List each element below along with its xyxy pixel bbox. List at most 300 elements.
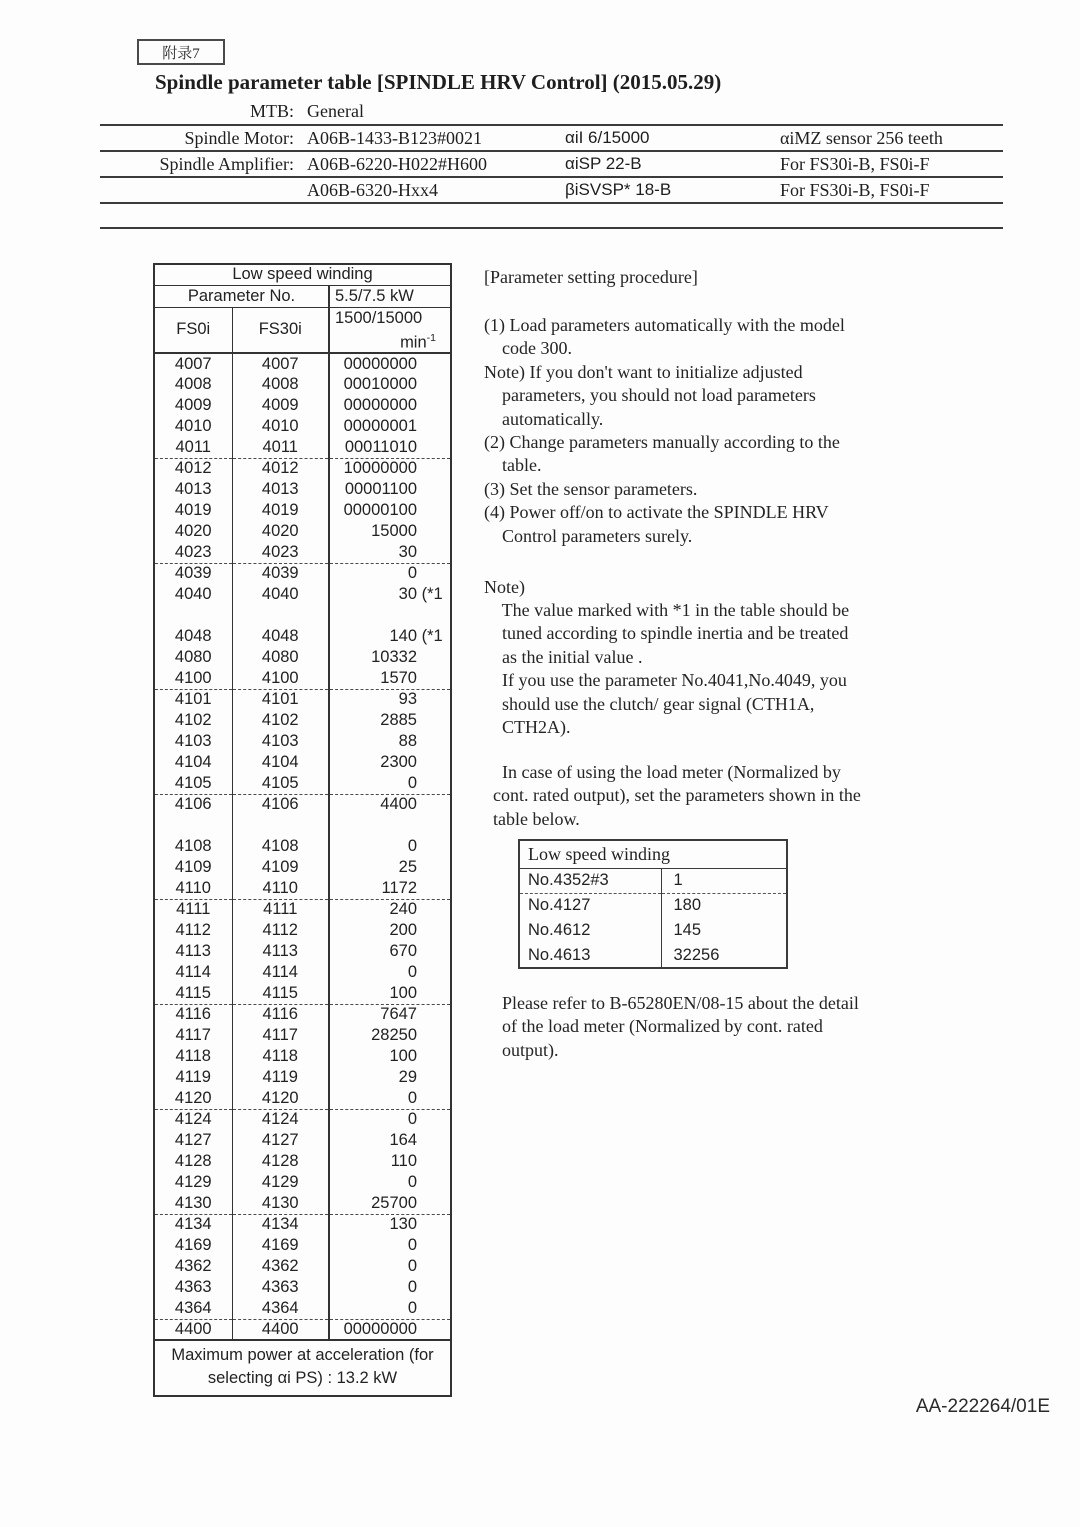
- param-row: [154, 983, 451, 1004]
- speed-header: [329, 307, 451, 353]
- column-header-row: [154, 307, 451, 353]
- text-line: Maximum power at acceleration (for: [171, 1346, 434, 1364]
- value-cell: [329, 689, 451, 710]
- param-value: 2300: [380, 753, 417, 771]
- param-value: 100: [389, 983, 417, 1002]
- fs30i-cell: 4117: [232, 1025, 329, 1046]
- fs30i-cell: 4103: [232, 731, 329, 752]
- fs30i-header: FS30i: [232, 307, 329, 353]
- value-cell: [329, 773, 451, 794]
- load-meter-row: [519, 868, 787, 893]
- speed-unit-exponent: -1: [426, 331, 436, 344]
- header-info-label: MTB:: [100, 99, 297, 125]
- fs0i-cell: [154, 815, 232, 836]
- fs30i-cell: 4013: [232, 479, 329, 500]
- param-value-cell: 1: [661, 868, 787, 893]
- param-row: [154, 1067, 451, 1088]
- value-cell: [329, 731, 451, 752]
- param-row: [154, 1256, 451, 1277]
- value-cell: [329, 899, 451, 920]
- header-info-code: General: [297, 99, 559, 125]
- value-cell: [329, 395, 451, 416]
- value-cell: [329, 983, 451, 1004]
- fs0i-cell: 4080: [154, 647, 232, 668]
- value-cell: [329, 815, 451, 836]
- fs0i-header: FS0i: [154, 307, 232, 353]
- text-line: In case of using the load meter (Normalized by: [484, 762, 841, 782]
- text-line: table.: [484, 455, 542, 476]
- refer-note: [484, 992, 859, 1062]
- param-row: [154, 1277, 451, 1298]
- value-cell: [329, 1256, 451, 1277]
- header-info-model: αiSP 22-B: [559, 151, 772, 177]
- value-cell: [329, 1109, 451, 1130]
- param-value: 30: [398, 542, 417, 561]
- fs0i-cell: 4011: [154, 437, 232, 458]
- fs30i-cell: [232, 815, 329, 836]
- value-cell: [329, 542, 451, 563]
- fs30i-cell: 4113: [232, 941, 329, 962]
- value-cell: [329, 458, 451, 479]
- fs30i-cell: 4129: [232, 1172, 329, 1193]
- param-value: 7647: [380, 1005, 417, 1024]
- fs0i-cell: 4127: [154, 1130, 232, 1151]
- param-value: 1570: [380, 668, 417, 687]
- param-row: [154, 626, 451, 647]
- fs30i-cell: 4008: [232, 374, 329, 395]
- main-table-head: [154, 264, 451, 353]
- value-cell: [329, 1298, 451, 1319]
- header-info-note: For FS30i-B, FS0i-F: [772, 177, 1003, 203]
- fs0i-cell: 4007: [154, 353, 232, 374]
- param-value: 29: [398, 1068, 417, 1086]
- fs30i-cell: 4009: [232, 395, 329, 416]
- param-value: 00000001: [343, 417, 417, 435]
- fs0i-cell: 4400: [154, 1319, 232, 1340]
- fs30i-cell: 4115: [232, 983, 329, 1004]
- fs30i-cell: 4007: [232, 353, 329, 374]
- header-info-note: For FS30i-B, FS0i-F: [772, 151, 1003, 177]
- param-value: 30: [398, 585, 417, 603]
- param-name-cell: No.4127: [519, 893, 661, 918]
- fs0i-cell: 4008: [154, 374, 232, 395]
- load-meter-table: [518, 839, 788, 969]
- fs30i-cell: 4108: [232, 836, 329, 857]
- fs0i-cell: [154, 605, 232, 626]
- param-value: 670: [389, 942, 417, 960]
- value-cell: [329, 962, 451, 983]
- param-value: 0: [407, 1278, 417, 1296]
- param-row: [154, 1214, 451, 1235]
- param-value-cell: 180: [673, 896, 702, 915]
- param-value: 00001100: [344, 480, 417, 498]
- fs0i-cell: 4118: [154, 1046, 232, 1067]
- param-row: [154, 647, 451, 668]
- text-line: Control parameters surely.: [484, 525, 693, 546]
- param-row: [154, 1235, 451, 1256]
- value-cell: [329, 941, 451, 962]
- fs0i-cell: 4048: [154, 626, 232, 647]
- header-info-note: [772, 99, 1003, 125]
- fs0i-cell: 4124: [154, 1109, 232, 1130]
- param-row: [154, 479, 451, 500]
- load-meter-table-head: [519, 840, 787, 868]
- header-info-label: Spindle Amplifier:: [100, 151, 297, 177]
- note-title: Note): [484, 577, 525, 597]
- fs30i-cell: 4127: [232, 1130, 329, 1151]
- param-value: 15000: [371, 522, 417, 540]
- param-value: 88: [398, 732, 417, 750]
- fs0i-cell: 4364: [154, 1298, 232, 1319]
- param-value: 93: [398, 690, 417, 709]
- max-power-row: [154, 1340, 451, 1396]
- fs30i-cell: 4012: [232, 458, 329, 479]
- procedure-steps: [484, 314, 845, 548]
- text-line: parameters, you should not load parameters: [484, 385, 816, 406]
- winding-title-row: [154, 264, 451, 285]
- param-row: [154, 563, 451, 584]
- value-cell: [329, 437, 451, 458]
- fs0i-cell: 4104: [154, 752, 232, 773]
- value-cell: [329, 794, 451, 815]
- fs30i-cell: 4130: [232, 1193, 329, 1214]
- param-row: [154, 458, 451, 479]
- fs30i-cell: 4104: [232, 752, 329, 773]
- value-cell: [329, 605, 451, 626]
- fs30i-cell: 4048: [232, 626, 329, 647]
- fs0i-cell: 4040: [154, 584, 232, 605]
- fs30i-cell: 4124: [232, 1109, 329, 1130]
- param-row: [154, 1193, 451, 1214]
- winding-title: Low speed winding: [154, 264, 451, 285]
- fs0i-cell: 4109: [154, 857, 232, 878]
- fs0i-cell: 4012: [154, 458, 232, 479]
- fs30i-cell: 4011: [232, 437, 329, 458]
- param-value: 140: [389, 627, 417, 645]
- fs30i-cell: 4169: [232, 1235, 329, 1256]
- text-line: selecting αi PS) : 13.2 kW: [207, 1369, 398, 1387]
- value-cell: [329, 416, 451, 437]
- header-info-row: [100, 151, 1003, 177]
- load-meter-row: [519, 918, 787, 943]
- fs30i-cell: 4040: [232, 584, 329, 605]
- param-name-cell: No.4612: [519, 918, 661, 943]
- main-table-body: [154, 353, 451, 1340]
- header-info-table: [100, 99, 1003, 204]
- value-cell: [329, 1151, 451, 1172]
- value-cell: [329, 1025, 451, 1046]
- appendix-label: 附录7: [162, 45, 200, 62]
- param-row: [154, 773, 451, 794]
- fs30i-cell: 4111: [232, 899, 329, 920]
- header-info-label: [100, 177, 297, 203]
- param-row: [154, 689, 451, 710]
- text-line: cont. rated output), set the parameters shown in the: [484, 785, 861, 806]
- param-row: [154, 668, 451, 689]
- fs0i-cell: 4106: [154, 794, 232, 815]
- param-value: 00011010: [344, 437, 417, 456]
- speed-unit: $\min^{-1}$: [400, 331, 436, 351]
- fs0i-cell: 4103: [154, 731, 232, 752]
- param-row: [154, 836, 451, 857]
- param-row: [154, 1088, 451, 1109]
- subheader-row: [154, 285, 451, 307]
- fs0i-cell: 4117: [154, 1025, 232, 1046]
- header-info-model: βiSVSP* 18-B: [559, 177, 772, 203]
- fs30i-cell: 4106: [232, 794, 329, 815]
- param-row: [154, 1109, 451, 1130]
- fs0i-cell: 4363: [154, 1277, 232, 1298]
- param-value: 0: [407, 773, 417, 792]
- fs30i-cell: 4362: [232, 1256, 329, 1277]
- param-name-cell: No.4352#3: [519, 868, 661, 893]
- main-parameter-table: [153, 263, 452, 1397]
- param-value: 200: [389, 921, 417, 939]
- param-value: 0: [407, 837, 417, 855]
- spacer-row: [154, 605, 451, 626]
- param-value: 100: [389, 1047, 417, 1065]
- text-line: Note) If you don't want to initialize adjusted: [484, 361, 803, 382]
- header-info-code: A06B-6320-Hxx4: [297, 177, 559, 203]
- param-value: 00000100: [343, 501, 417, 519]
- param-value: 28250: [371, 1026, 417, 1044]
- text-line: automatically.: [484, 408, 604, 429]
- param-value: 0: [407, 1257, 417, 1275]
- param-row: [154, 941, 451, 962]
- text-line: (4) Power off/on to activate the SPINDLE HRV: [484, 502, 829, 523]
- speed-value: 1500/15000: [335, 308, 423, 327]
- fs30i-cell: 4019: [232, 500, 329, 521]
- value-cell: [329, 479, 451, 500]
- param-row: [154, 584, 451, 605]
- param-row: [154, 920, 451, 941]
- param-row: [154, 710, 451, 731]
- divider-rule: [100, 227, 1003, 229]
- fs30i-cell: 4020: [232, 521, 329, 542]
- param-value: 2885: [380, 711, 417, 729]
- fs0i-cell: 4039: [154, 563, 232, 584]
- fs0i-cell: 4130: [154, 1193, 232, 1214]
- fs0i-cell: 4120: [154, 1088, 232, 1109]
- value-cell: [329, 920, 451, 941]
- load-meter-row: [519, 943, 787, 968]
- fs30i-cell: 4118: [232, 1046, 329, 1067]
- fs0i-cell: 4020: [154, 521, 232, 542]
- value-cell: [329, 1193, 451, 1214]
- param-value: 10332: [371, 648, 417, 666]
- header-info-note: αiMZ sensor 256 teeth: [772, 125, 1003, 151]
- fs0i-cell: 4362: [154, 1256, 232, 1277]
- page-title: Spindle parameter table [SPINDLE HRV Control] (2015.05.29): [155, 70, 722, 94]
- fs30i-cell: 4128: [232, 1151, 329, 1172]
- fs30i-cell: 4100: [232, 668, 329, 689]
- fs0i-cell: 4129: [154, 1172, 232, 1193]
- fs30i-cell: 4364: [232, 1298, 329, 1319]
- value-cell: [329, 521, 451, 542]
- header-info-model: αiI 6/15000: [559, 125, 772, 151]
- param-value: 00000000: [343, 1319, 417, 1338]
- param-row: [154, 353, 451, 374]
- param-value: 25: [398, 858, 417, 876]
- fs30i-cell: 4110: [232, 878, 329, 899]
- param-row: [154, 500, 451, 521]
- param-name-cell: No.4613: [519, 943, 661, 968]
- value-cell: [329, 1130, 451, 1151]
- param-value: 0: [407, 1298, 417, 1317]
- header-info-row: [100, 99, 1003, 125]
- value-cell: [329, 374, 451, 395]
- fs30i-cell: 4114: [232, 962, 329, 983]
- value-cell: [329, 500, 451, 521]
- value-cell: [329, 836, 451, 857]
- fs0i-cell: 4112: [154, 920, 232, 941]
- text-line: tuned according to spindle inertia and be treated: [484, 623, 849, 644]
- spacer-row: [154, 815, 451, 836]
- text-line: If you use the parameter No.4041,No.4049, you: [484, 670, 847, 691]
- fs30i-cell: 4116: [232, 1004, 329, 1025]
- fs0i-cell: 4108: [154, 836, 232, 857]
- text-line: of the load meter (Normalized by cont. rated: [484, 1016, 823, 1037]
- fs0i-cell: 4009: [154, 395, 232, 416]
- fs0i-cell: 4169: [154, 1235, 232, 1256]
- param-row: [154, 731, 451, 752]
- header-info-row: [100, 177, 1003, 203]
- param-row: [154, 416, 451, 437]
- param-row: [154, 1025, 451, 1046]
- fs0i-cell: 4100: [154, 668, 232, 689]
- fs30i-cell: 4120: [232, 1088, 329, 1109]
- param-row: [154, 1130, 451, 1151]
- note-text: [484, 599, 849, 739]
- param-row: [154, 899, 451, 920]
- fs0i-cell: 4119: [154, 1067, 232, 1088]
- text-line: (3) Set the sensor parameters.: [484, 478, 698, 499]
- value-cell: [329, 710, 451, 731]
- fs0i-cell: 4102: [154, 710, 232, 731]
- procedure-title: [Parameter setting procedure]: [484, 267, 698, 287]
- main-table-foot: [154, 1340, 451, 1396]
- param-value-cell: 32256: [673, 945, 720, 964]
- param-row: [154, 395, 451, 416]
- param-row: [154, 1319, 451, 1340]
- text-line: should use the clutch/ gear signal (CTH1A,: [484, 693, 815, 714]
- fs30i-cell: 4023: [232, 542, 329, 563]
- value-cell: [329, 752, 451, 773]
- param-value: 1172: [381, 878, 417, 897]
- param-value: 240: [389, 900, 417, 919]
- fs30i-cell: 4039: [232, 563, 329, 584]
- fs0i-cell: 4116: [154, 1004, 232, 1025]
- value-cell: [329, 1046, 451, 1067]
- text-line: Please refer to B-65280EN/08-15 about the detail: [484, 993, 859, 1013]
- fs30i-cell: 4109: [232, 857, 329, 878]
- fs0i-cell: 4023: [154, 542, 232, 563]
- text-line: CTH2A).: [484, 717, 571, 738]
- fs30i-cell: 4119: [232, 1067, 329, 1088]
- fs30i-cell: 4134: [232, 1214, 329, 1235]
- param-value: 4400: [380, 795, 417, 814]
- power-header: 5.5/7.5 kW: [329, 285, 451, 307]
- header-info-label: Spindle Motor:: [100, 125, 297, 151]
- header-info-code: A06B-6220-H022#H600: [297, 151, 559, 177]
- fs0i-cell: 4019: [154, 500, 232, 521]
- fs0i-cell: 4111: [154, 899, 232, 920]
- param-value: 0: [407, 1173, 417, 1191]
- fs0i-cell: 4113: [154, 941, 232, 962]
- fs30i-cell: 4102: [232, 710, 329, 731]
- small-table-body: [519, 868, 787, 968]
- param-value-cell: 145: [673, 921, 702, 939]
- value-cell: [329, 1214, 451, 1235]
- param-value: 0: [407, 963, 417, 981]
- text-line: The value marked with *1 in the table should be: [484, 600, 850, 620]
- value-cell: 30 (*1: [398, 585, 443, 603]
- param-row: [154, 752, 451, 773]
- fs0i-cell: 4134: [154, 1214, 232, 1235]
- value-cell: [329, 1067, 451, 1088]
- value-cell: [329, 1004, 451, 1025]
- fs30i-cell: 4101: [232, 689, 329, 710]
- param-row: [154, 962, 451, 983]
- value-cell: [329, 668, 451, 689]
- value-cell: [329, 857, 451, 878]
- value-cell: [329, 1235, 451, 1256]
- value-cell: [329, 1277, 451, 1298]
- param-row: [154, 1298, 451, 1319]
- header-info-model: [559, 99, 772, 125]
- param-value: 00000000: [343, 354, 417, 373]
- value-cell: 140 (*1: [389, 627, 443, 645]
- header-info-row: [100, 125, 1003, 151]
- param-row: [154, 374, 451, 395]
- value-cell: [329, 563, 451, 584]
- value-cell: [329, 353, 451, 374]
- load-meter-intro: [484, 761, 861, 831]
- param-value: 00010000: [343, 375, 417, 393]
- fs0i-cell: 4105: [154, 773, 232, 794]
- fs0i-cell: 4013: [154, 479, 232, 500]
- value-cell: [329, 878, 451, 899]
- param-row: [154, 794, 451, 815]
- value-cell: [329, 1172, 451, 1193]
- param-row: [154, 521, 451, 542]
- param-row: [154, 1151, 451, 1172]
- fs0i-cell: 4101: [154, 689, 232, 710]
- load-meter-title-row: [519, 840, 787, 868]
- text-line: output).: [484, 1039, 559, 1060]
- text-line: table below.: [484, 808, 580, 829]
- text-line: (2) Change parameters manually according to the: [484, 432, 840, 453]
- fs30i-cell: 4010: [232, 416, 329, 437]
- param-row: [154, 878, 451, 899]
- text-line: code 300.: [484, 338, 572, 359]
- text-line: as the initial value .: [484, 646, 643, 667]
- value-cell: [329, 647, 451, 668]
- fs30i-cell: 4363: [232, 1277, 329, 1298]
- fs0i-cell: 4128: [154, 1151, 232, 1172]
- param-row: [154, 1172, 451, 1193]
- max-power-footer: [154, 1340, 451, 1396]
- header-info-body: [100, 99, 1003, 203]
- fs0i-cell: 4114: [154, 962, 232, 983]
- parameter-no-header: Parameter No.: [154, 285, 329, 307]
- fs30i-cell: 4080: [232, 647, 329, 668]
- param-value: 0: [407, 1110, 417, 1129]
- param-value: 110: [390, 1152, 417, 1170]
- param-row: [154, 1046, 451, 1067]
- param-row: [154, 857, 451, 878]
- fs30i-cell: [232, 605, 329, 626]
